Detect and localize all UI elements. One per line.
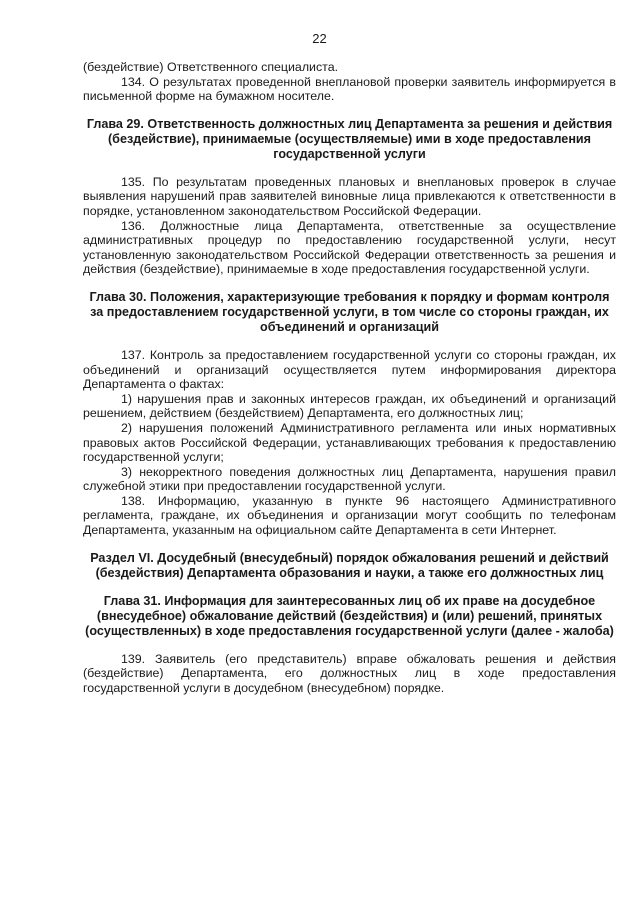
spacer (83, 639, 616, 652)
spacer (83, 277, 616, 290)
paragraph: 2) нарушения положений Административного регламента или иных нормативных правовых актов Российской Федерации, устанавливающих требования к предоставлению государственной услуги; (83, 420, 616, 465)
paragraph: 135. По результатам проведенных плановых и внеплановых проверок в случае выявления нарушений прав заявителей виновные лица привлекаются к ответственности в порядке, установленном законодательством Российской Федерации. (83, 174, 616, 218)
document-body (83, 60, 616, 695)
paragraph: 134. О результатах проведенной внеплановой проверки заявитель информируется в письменной форме на бумажном носителе. (83, 74, 616, 104)
paragraph: 3) некорректного поведения должностных лиц Департамента, нарушения правил служебной этики при предоставлении государственной услуги. (83, 464, 616, 494)
chapter-heading: Раздел VI. Досудебный (внесудебный) порядок обжалования решений и действий (бездействия) Департамента образования и науки, а также его должностных лиц (90, 550, 609, 580)
chapter-heading: Глава 30. Положения, характеризующие требования к порядку и формам контроля за предоставлением государственной услуги, в том числе со стороны граждан, их объединений и организаций (89, 289, 610, 334)
chapter-heading: Глава 29. Ответственность должностных лиц Департамента за решения и действия (бездействие), принимаемые (осуществляемые) ими в ходе предоставления государственной услуги (86, 116, 613, 161)
spacer (83, 581, 616, 594)
paragraph: (бездействие) Ответственного специалиста. (83, 60, 339, 74)
paragraph: 137. Контроль за предоставлением государственной услуги со стороны граждан, их объединений и организаций осуществляется путем информирования директора Департамента о фактах: (83, 347, 616, 392)
paragraph: 136. Должностные лица Департамента, ответственные за осуществление административных процедур по предоставлению государственной услуги, несут установленную законодательством Российской Федерации ответственность за решения и действия (бездействие), принимаемые в ходе предоставления государственной услуги. (83, 218, 616, 277)
paragraph: 1) нарушения прав и законных интересов граждан, их объединений и организаций решением, действием (бездействием) Департамента, его должностных лиц; (83, 391, 616, 421)
page-number: 22 (312, 31, 327, 46)
paragraph: 138. Информацию, указанную в пункте 96 настоящего Административного регламента, граждане, их объединения и организации могут сообщить по телефонам Департамента, указанным на официальном сайте Департамента в сети Интернет. (83, 493, 616, 538)
chapter-heading: Глава 31. Информация для заинтересованных лиц об их праве на досудебное (внесудебное) обжалование действий (бездействия) и (или) решений, принятых (осуществленных) в ходе предоставления государственной услуги (далее - жалоба) (85, 593, 614, 638)
spacer (83, 104, 616, 117)
spacer (83, 538, 616, 551)
spacer (83, 162, 616, 175)
spacer (83, 335, 616, 348)
paragraph: 139. Заявитель (его представитель) вправе обжаловать решения и действия (бездействие) Департамента, его должностных лиц в ходе предоставления государственной услуги в досудебном (внесудебном) порядке. (83, 651, 616, 695)
